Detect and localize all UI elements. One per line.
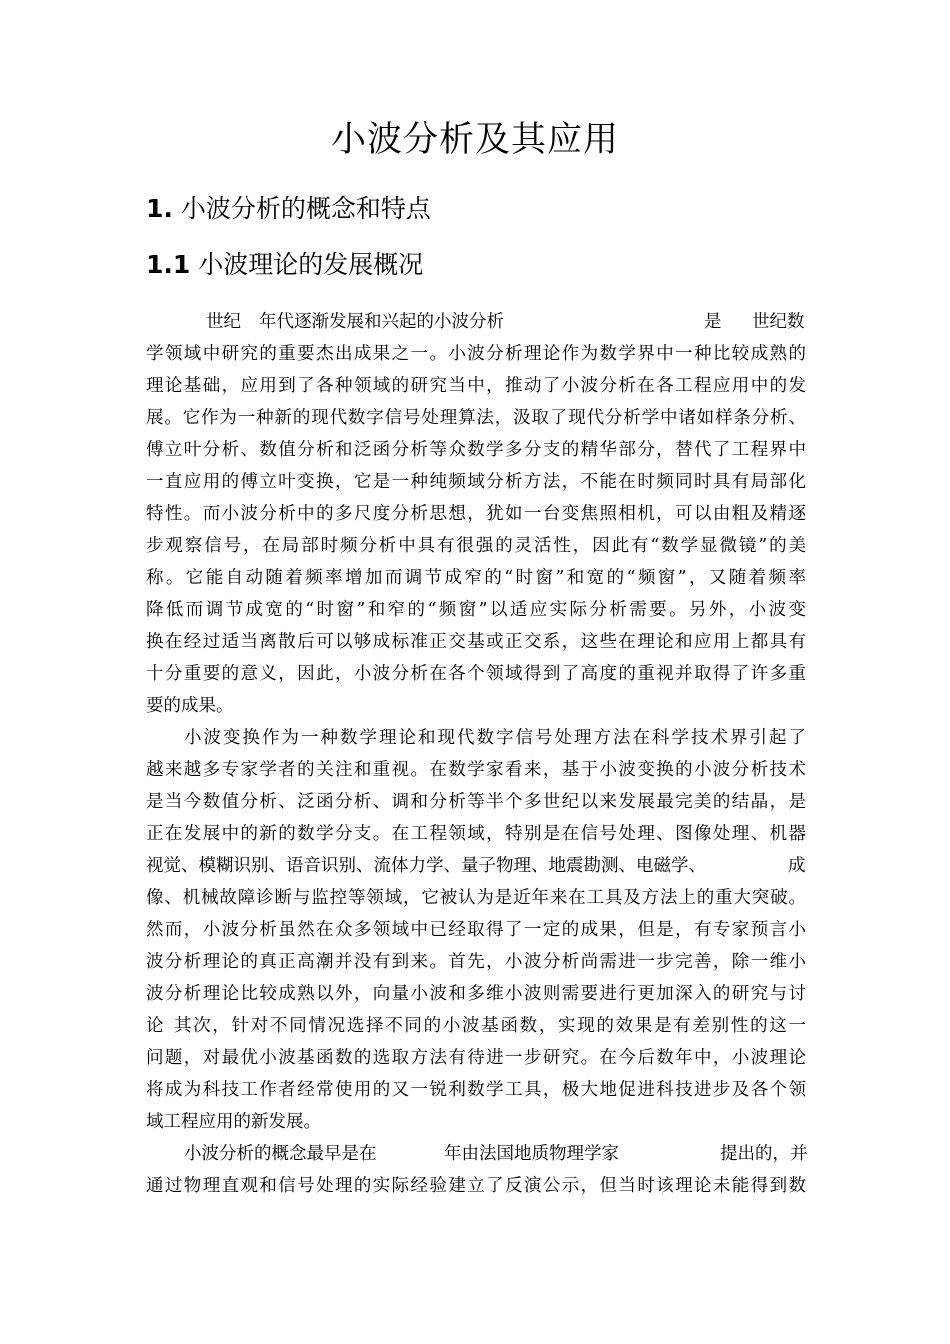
text-line: 理论基础，应用到了各种领域的研究当中，推动了小波分析在各工程应用中的发 [146,376,806,396]
text-line: 是当今数值分析、泛函分析、调和分析等半个多世纪以来发展最完美的结晶，是 [146,792,806,812]
text-fragment: 小波分析的概念最早是在 [184,1144,377,1164]
text-line: 正在发展中的新的数学分支。在工程领域，特别是在信号处理、图像处理、机器 [146,824,806,844]
text-fragment: 视觉、模糊识别、语音识别、流体力学、量子物理、地震勘测、电磁学、 [146,856,706,876]
section-title: 小波分析的概念和特点 [180,194,431,223]
text-line: 通过物理直观和信号处理的实际经验建立了反演公示，但当时该理论未能得到数 [146,1176,806,1196]
text-line: 越来越多专家学者的关注和重视。在数学家看来，基于小波变换的小波分析技术 [146,760,806,780]
text-line: 要的成果。 [146,696,234,716]
document-title: 小波分析及其应用 [330,120,619,160]
text-line: 像、机械故障诊断与监控等领域，它被认为是近年来在工具及方法上的重大突破。 [146,888,806,908]
text-line: 波分析理论的真正高潮并没有到来。首先，小波分析尚需进一步完善，除一维小 [146,952,806,972]
text-line: 步观察信号，在局部时频分析中具有很强的灵活性，因此有“数学显微镜”的美 [146,536,806,556]
text-line: 小波变换作为一种数学理论和现代数字信号处理方法在科学技术界引起了 [184,728,806,748]
text-fragment: 论 [146,1016,164,1036]
text-line: 换在经过适当离散后可以够成标准正交基或正交系，这些在理论和应用上都具有 [146,632,806,652]
text-fragment: 世纪数 [752,312,805,332]
text-line: 展。它作为一种新的现代数字信号处理算法，汲取了现代分析学中诸如样条分析、 [146,408,806,428]
subsection-title: 小波理论的发展概况 [198,250,424,279]
text-fragment: 成 [788,856,806,876]
text-line: 然而，小波分析虽然在众多领域中已经取得了一定的成果，但是，有专家预言小 [146,920,806,940]
section-heading-1-1 [146,248,423,282]
text-fragment: 是 [704,312,722,332]
text-line: 波分析理论比较成熟以外，向量小波和多维小波则需要进行更加深入的研究与讨 [146,984,806,1004]
text-fragment: 年由法国地质物理学家 [444,1144,619,1164]
text-fragment: 其次，针对不同情况选择不同的小波基函数，实现的效果是有差别性的这一 [174,1016,806,1036]
text-line: 降低而调节成宽的“时窗”和窄的“频窗”以适应实际分析需要。另外，小波变 [146,600,806,620]
section-heading-1 [146,192,431,226]
text-fragment: 年代逐渐发展和兴起的小波分析 [259,312,504,332]
subsection-number: 1.1 [146,250,191,279]
text-fragment: 世纪 [206,312,241,332]
text-line: 称。它能自动随着频率增加而调节成窄的“时窗”和宽的“频窗”，又随着频率 [146,568,806,588]
text-line: 域工程应用的新发展。 [146,1112,321,1132]
text-line: 问题，对最优小波基函数的选取方法有待进一步研究。在今后数年中，小波理论 [146,1048,806,1068]
text-line: 特性。而小波分析中的多尺度分析思想，犹如一台变焦照相机，可以由粗及精逐 [146,504,806,524]
text-line: 将成为科技工作者经常使用的又一锐利数学工具，极大地促进科技进步及各个领 [146,1080,806,1100]
text-line: 学领域中研究的重要杰出成果之一。小波分析理论作为数学界中一种比较成熟的 [146,344,806,364]
text-fragment: 提出的，并 [720,1144,808,1164]
text-line: 傅立叶分析、数值分析和泛函分析等众数学多分支的精华部分，替代了工程界中 [146,440,806,460]
section-number: 1. [146,194,173,223]
text-line: 一直应用的傅立叶变换，它是一种纯频域分析方法，不能在时频同时具有局部化 [146,472,806,492]
text-line: 十分重要的意义，因此，小波分析在各个领域得到了高度的重视并取得了许多重 [146,664,806,684]
